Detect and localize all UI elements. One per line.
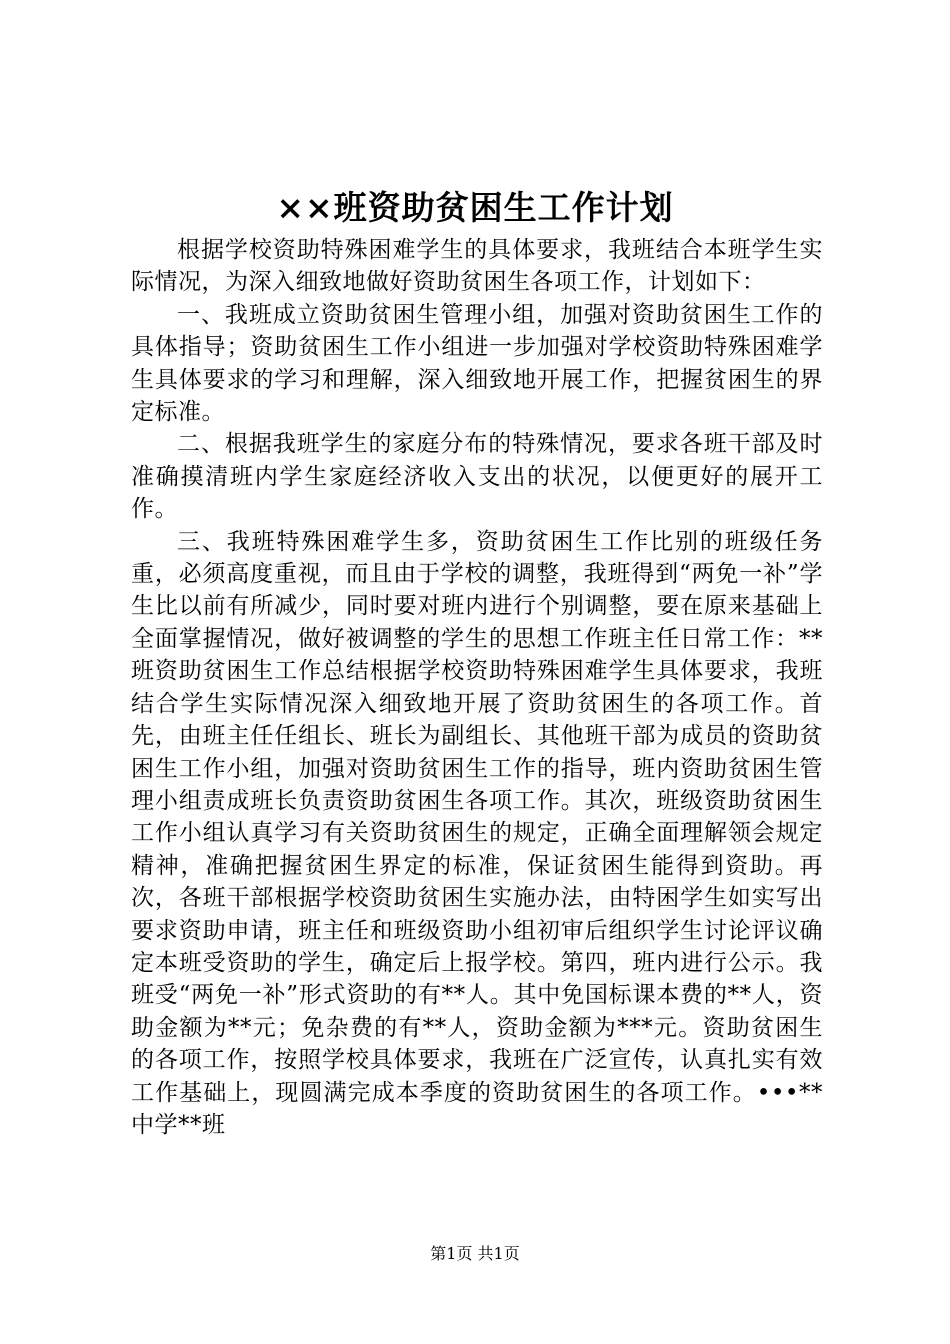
page-footer: 第1页 共1页: [430, 1244, 520, 1263]
section-two-paragraph: 二、根据我班学生的家庭分布的特殊情况，要求各班干部及时准确摸清班内学生家庭经济收入支出的状况，以便更好的展开工作。: [131, 431, 823, 523]
document-title: ××班资助贫困生工作计划: [276, 188, 674, 227]
section-three-paragraph: 三、我班特殊困难学生多，资助贫困生工作比别的班级任务重，必须高度重视，而且由于学校的调整，我班得到“两免一补”学生比以前有所减少，同时要对班内进行个别调整，要在原来基础上全面掌握情况，做好被调整的学生的思想工作班主任日常工作：**班资助贫困生工作总结根据学校资助特殊困难学生具体要求，我班结合学生实际情况深入细致地开展了资助贫困生的各项工作。首先，由班主任任组长、班长为副组长、其他班干部为成员的资助贫困生工作小组，加强对资助贫困生工作的指导，班内资助贫困生管理小组责成班长负责资助贫困生各项工作。其次，班级资助贫困生工作小组认真学习有关资助贫困生的规定，正确全面理解领会规定精神，准确把握贫困生界定的标准，保证贫困生能得到资助。再次，各班干部根据学校资助贫困生实施办法，由特困学生如实写出要求资助申请，班主任和班级资助小组初审后组织学生讨论评议确定本班受资助的学生，确定后上报学校。第四，班内进行公示。我班受“两免一补”形式资助的有**人。其中免国标课本费的**人，资助金额为**元；免杂费的有**人，资助金额为***元。资助贫困生的各项工作，按照学校具体要求，我班在广泛宣传，认真扎实有效工作基础上，现圆满完成本季度的资助贫困生的各项工作。•••**中学**班: [131, 528, 823, 1138]
document-body: [131, 234, 823, 1141]
intro-paragraph: 根据学校资助特殊困难学生的具体要求，我班结合本班学生实际情况，为深入细致地做好资助贫困生各项工作，计划如下：: [131, 237, 823, 296]
section-one-paragraph: 一、我班成立资助贫困生管理小组，加强对资助贫困生工作的具体指导；资助贫困生工作小组进一步加强对学校资助特殊困难学生具体要求的学习和理解，深入细致地开展工作，把握贫困生的界定标准。: [131, 301, 823, 426]
